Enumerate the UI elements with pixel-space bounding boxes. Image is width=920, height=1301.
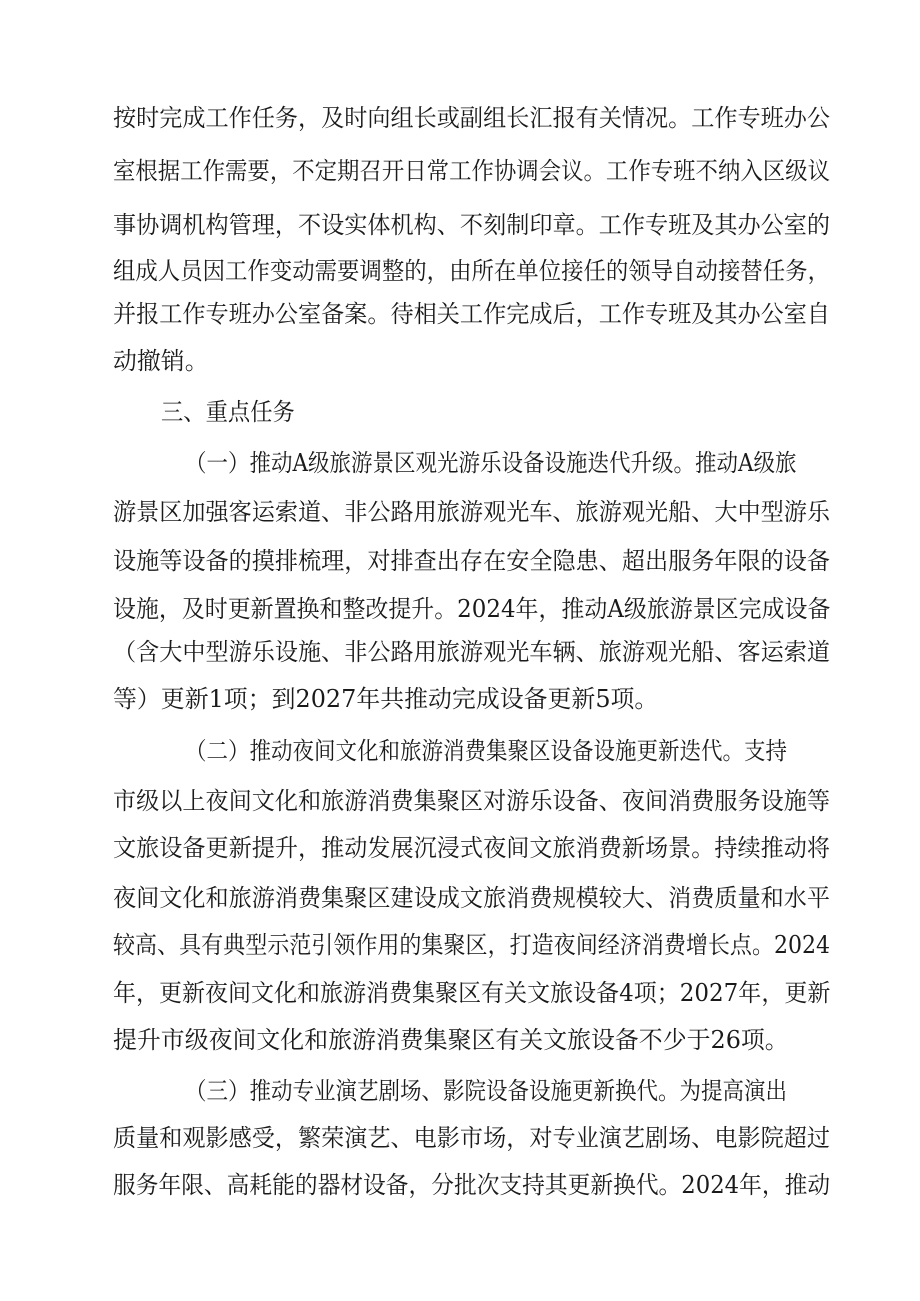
text-line: 年，更新夜间文化和旅游消费集聚区有关文旅设备4项；2027年，更新 (113, 979, 831, 1007)
text-line: 质量和观影感受，繁荣演艺、电影市场，对专业演艺剧场、电影院超过 (113, 1124, 830, 1152)
subsection-heading: （二）推动夜间文化和旅游消费集聚区设备设施更新迭代。支持 (185, 737, 787, 765)
text-line: 室根据工作需要，不定期召开日常工作协调会议。工作专班不纳入区级议 (113, 157, 830, 185)
text-line: 服务年限、高耗能的器材设备，分批次支持其更新换代。2024年，推动 (113, 1171, 831, 1199)
text-line: 事协调机构管理，不设实体机构、不刻制印章。工作专班及其办公室的 (113, 211, 830, 239)
text-line: 设施，及时更新置换和整改提升。2024年，推动A级旅游景区完成设备 (113, 595, 831, 623)
text-line: 设施等设备的摸排梳理，对排查出存在安全隐患、超出服务年限的设备 (113, 547, 830, 575)
text-line: 文旅设备更新提升，推动发展沉浸式夜间文旅消费新场景。持续推动将 (113, 834, 830, 862)
text-line: 夜间文化和旅游消费集聚区建设成文旅消费规模较大、消费质量和水平 (113, 884, 830, 912)
subsection-heading: （三）推动专业演艺剧场、影院设备设施更新换代。为提高演出 (185, 1077, 787, 1105)
text-line: （含大中型游乐设施、非公路用旅游观光车辆、旅游观光船、客运索道 (113, 638, 830, 666)
text-line: 组成人员因工作变动需要调整的，由所在单位接任的领导自动接替任务， (113, 257, 830, 285)
text-line: 游景区加强客运索道、非公路用旅游观光车、旅游观光船、大中型游乐 (113, 498, 830, 526)
text-line: 市级以上夜间文化和旅游消费集聚区对游乐设备、夜间消费服务设施等 (113, 787, 830, 815)
text-line: 提升市级夜间文化和旅游消费集聚区有关文旅设备不少于26项。 (113, 1026, 789, 1054)
section-heading: 三、重点任务 (161, 398, 295, 426)
text-line: 等）更新1项；到2027年共推动完成设备更新5项。 (113, 685, 659, 713)
text-line: 动撤销。 (113, 347, 209, 375)
text-line: 并报工作专班办公室备案。待相关工作完成后，工作专班及其办公室自 (113, 300, 830, 328)
subsection-heading: （一）推动A级旅游景区观光游乐设备设施迭代升级。推动A级旅 (185, 449, 797, 477)
text-line: 较高、具有典型示范引领作用的集聚区，打造夜间经济消费增长点。2024 (113, 931, 831, 959)
text-line: 按时完成工作任务，及时向组长或副组长汇报有关情况。工作专班办公 (113, 104, 830, 132)
